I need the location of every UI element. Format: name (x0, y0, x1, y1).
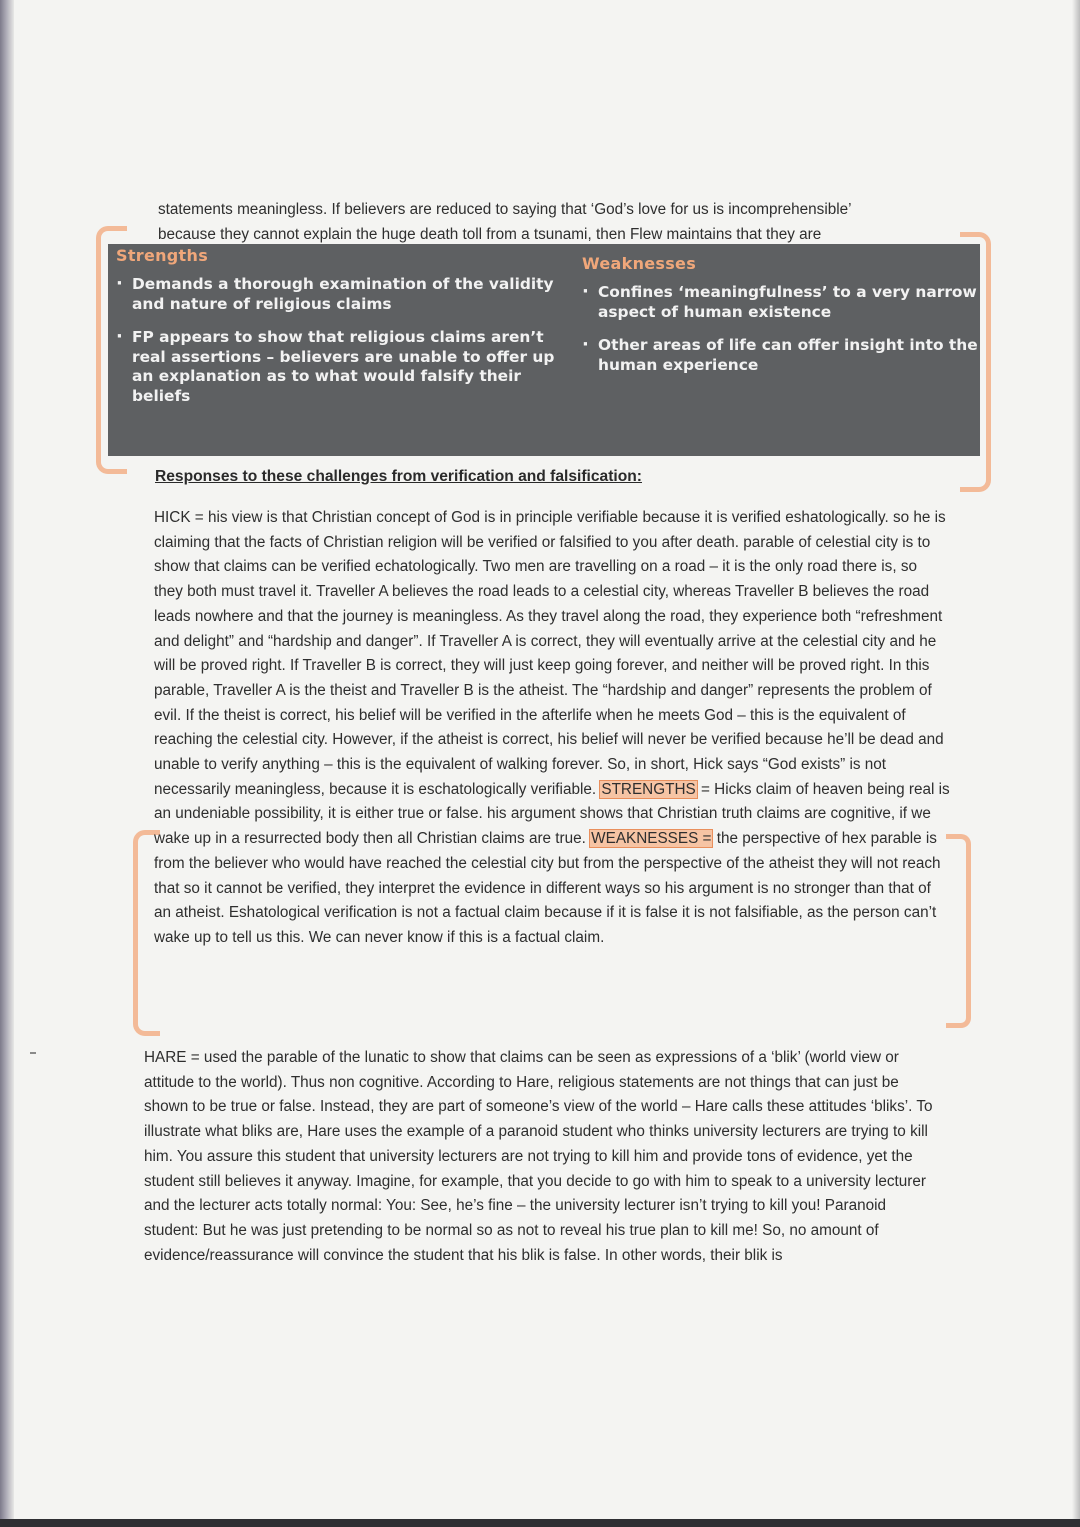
page-edge-bottom (0, 1519, 1080, 1527)
strengths-highlight: STRENGTHS (601, 780, 696, 798)
scan-mark (30, 1052, 36, 1054)
hick-text: HICK = his view is that Christian concept of God is in principle verifiable because it is verified eshatologically. so he is claiming that the facts of Christian religion will be verified or falsified to you after death. parable of celestial city is to show that claims can be verified echatologically. Two men are travelling on a road – it is the only road there is, so they both must travel it. Traveller A believes the road leads to a celestial city, whereas Traveller B believes the road leads nowhere and that the journey is meaningless. As they travel along the road, they experience both “refreshment and delight” and “hardship and danger”. If Traveller A is correct, they will eventually arrive at the celestial city and he will be proved right. If Traveller B is correct, they will just keep going forever, and neither will be proved right. In this parable, Traveller A is the theist and Traveller B is the atheist. The “hardship and danger” represents the problem of evil. If the theist is correct, his belief will be verified in the afterlife when he meets God – this is the equivalent of reaching the celestial city. However, if the atheist is correct, his belief will never be verified because he’ll be dead and unable to verify anything – this is the equivalent of walking forever. So, in short, Hick says “God exists” is not necessarily meaningless, because it is eschatologically verifiable. (154, 509, 946, 798)
intro-paragraph (158, 198, 958, 247)
intro-line-1: statements meaningless. If believers are reduced to saying that ‘God’s love for us is incomprehensible’ (158, 201, 852, 218)
responses-heading: Responses to these challenges from verification and falsification: (155, 468, 642, 485)
strengths-heading: Strengths (116, 246, 209, 265)
weaknesses-list (582, 283, 978, 375)
strengths-list (116, 275, 556, 406)
weakness-item: · Other areas of life can offer insight into the human experience (582, 336, 978, 375)
page-edge-right (1072, 0, 1080, 1527)
page-edge-left (0, 0, 14, 1527)
weaknesses-heading: Weaknesses (582, 254, 697, 273)
hick-paragraph (154, 506, 950, 951)
hick-strengths-text: = Hicks claim of heaven being real is an undeniable possibility, it is either true or false. his argument shows that Christian truth claims are cognitive, if we wake up in a resurrected body then all Christian claims are true. (154, 780, 950, 848)
weakness-item: · Confines ‘meaningfulness’ to a very narrow aspect of human existence (582, 283, 978, 322)
hare-paragraph: HARE = used the parable of the lunatic to show that claims can be seen as expressions of a ‘blik’ (world view or attitude to the world). Thus non cognitive. According to Hare, religious statements are not things that can just be shown to be true or false. Instead, they are part of someone’s view of the world – Hare calls these attitudes ‘bliks’. To illustrate what bliks are, Hare uses the example of a paranoid student who thinks university lecturers are trying to kill him. You assure this student that university lecturers are not trying to kill him and provide tons of evidence, yet the student still believes it anyway. Imagine, for example, that you decide to go with him to speak to a university lecturer and the lecturer acts totally normal: You: See, he’s fine – the university lecturer isn’t trying to kill you! Paranoid student: But he was just pretending to be normal so as not to reveal his true plan to kill me! So, no amount of evidence/reassurance will convince the student that his blik is false. In other words, their blik is (144, 1049, 933, 1264)
intro-line-2: because they cannot explain the huge death toll from a tsunami, then Flew maintains that they are (158, 225, 822, 243)
strength-item: · FP appears to show that religious claims aren’t real assertions – believers are unable to offer up an explanation as to what would falsify their beliefs (116, 328, 556, 406)
weaknesses-column (582, 244, 978, 389)
strength-item: · Demands a thorough examination of the validity and nature of religious claims (116, 275, 556, 314)
strengths-column (116, 244, 556, 420)
strengths-weaknesses-panel (108, 244, 980, 456)
weaknesses-highlight: WEAKNESSES = (591, 830, 712, 848)
hick-weaknesses-text: the perspective of hex parable is from the believer who would have reached the celestial city but from the perspective of the atheist they will not reach that so it cannot be verified, they interpret the evidence in different ways so his argument is no stronger than that of an atheist. Eshatological verification is not a factual claim because if it is false it is not falsifiable, as the person can’t wake up to tell us this. We can never know if this is a factual claim. (154, 830, 941, 946)
